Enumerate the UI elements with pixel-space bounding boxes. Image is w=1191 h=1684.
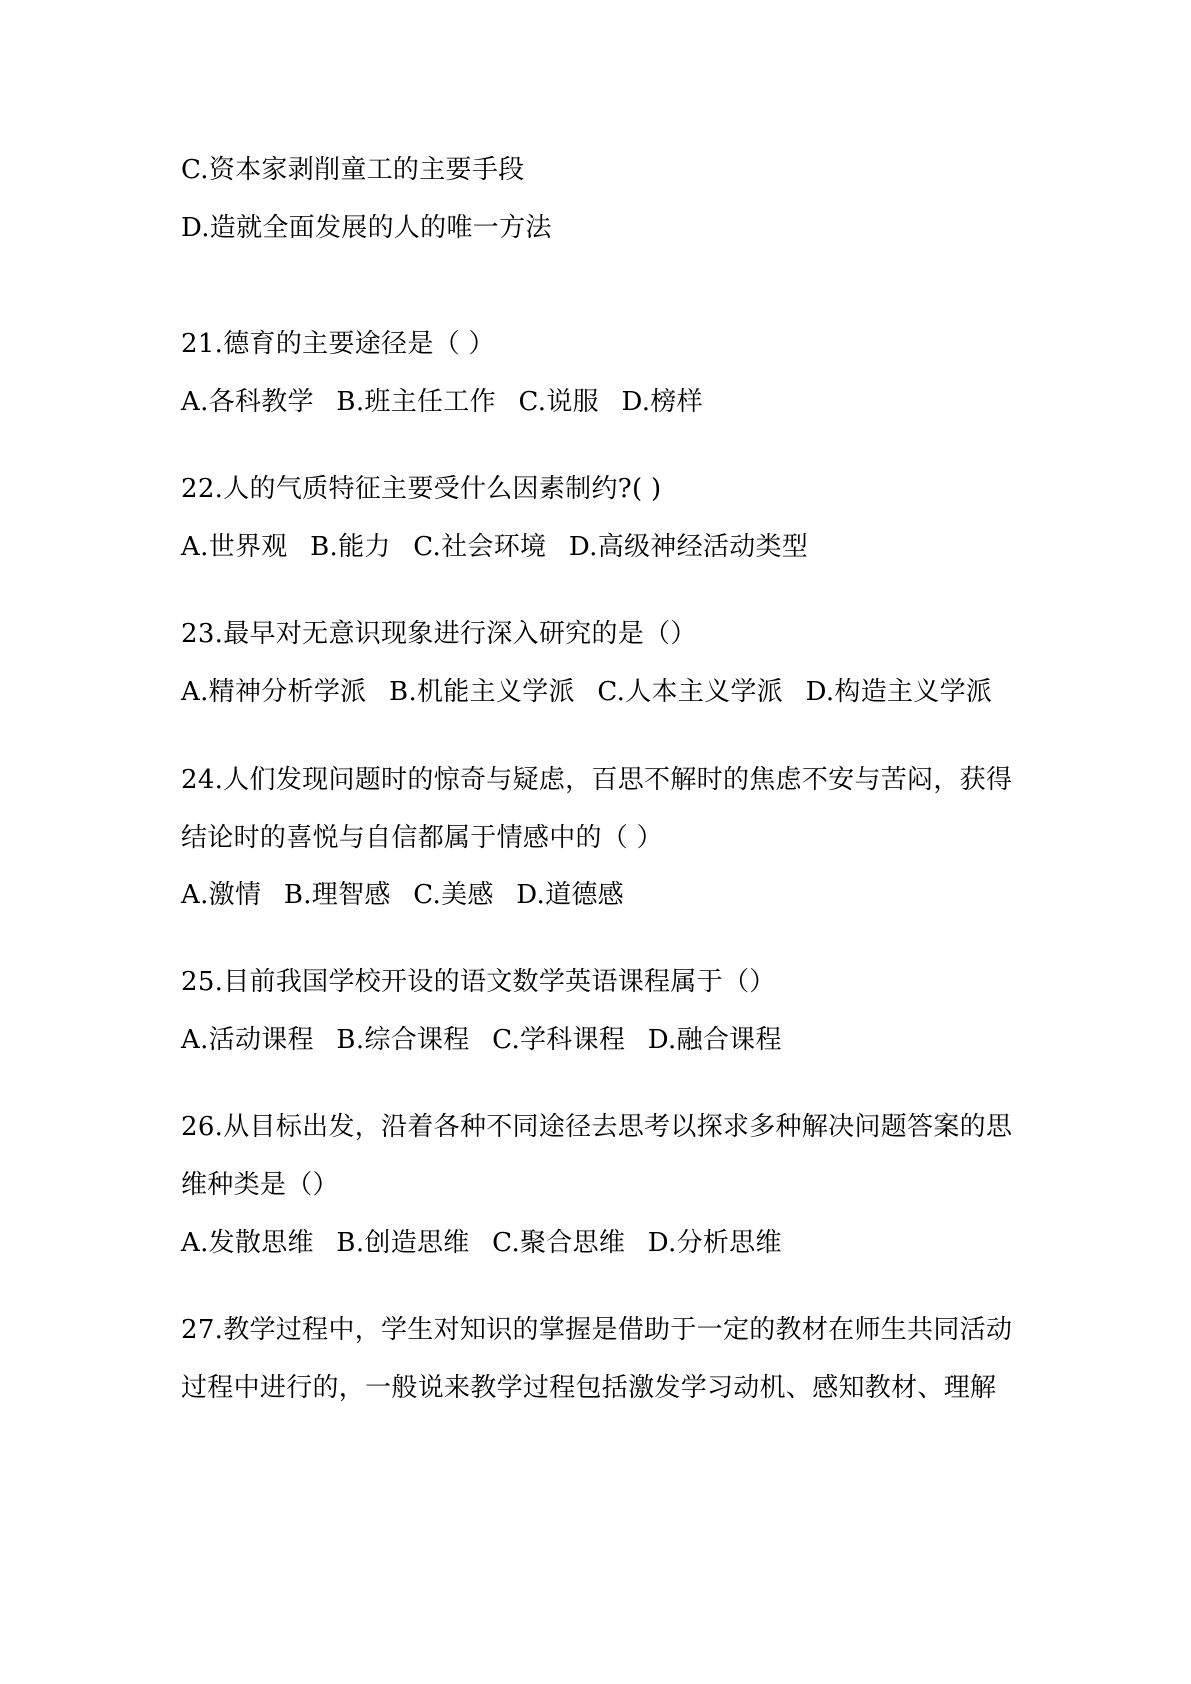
question-stem: 24.人们发现问题时的惊奇与疑虑，百思不解时的焦虑不安与苦闷，获得	[181, 765, 1013, 795]
option-d: D.道德感	[516, 880, 624, 910]
option-a: A.激情	[181, 880, 262, 910]
option-d: D.榜样	[621, 387, 703, 417]
option-row	[181, 1024, 1041, 1056]
option-b: B.理智感	[283, 880, 391, 910]
question-stem-continued: 结论时的喜悦与自信都属于情感中的（ ）	[181, 823, 663, 853]
option-a: A.精神分析学派	[181, 677, 367, 707]
question-stem-continued: 维种类是（）	[181, 1170, 339, 1200]
question-stem: 23.最早对无意识现象进行深入研究的是（）	[181, 619, 697, 649]
option-row	[181, 1227, 1041, 1259]
option-a: A.活动课程	[181, 1025, 314, 1055]
option-c: C.聚合思维	[492, 1228, 626, 1258]
option-b: B.综合课程	[336, 1025, 470, 1055]
question-stem: 26.从目标出发，沿着各种不同途径去思考以探求多种解决问题答案的思	[181, 1112, 1013, 1142]
option-c: C.人本主义学派	[597, 677, 784, 707]
option-b: B.能力	[310, 532, 391, 562]
option-a: A.各科教学	[181, 387, 314, 417]
option-row	[181, 531, 1041, 563]
option-b: B.创造思维	[336, 1228, 470, 1258]
option-line: C.资本家剥削童工的主要手段	[181, 155, 525, 185]
option-d: D.构造主义学派	[805, 677, 993, 707]
option-d: D.融合课程	[647, 1025, 782, 1055]
option-row	[181, 676, 1041, 708]
question-stem-continued: 过程中进行的，一般说来教学过程包括激发学习动机、感知教材、理解	[181, 1373, 997, 1403]
option-c: C.说服	[518, 387, 599, 417]
option-c: C.社会环境	[413, 532, 547, 562]
option-row	[181, 879, 1041, 911]
option-d: D.分析思维	[647, 1228, 782, 1258]
option-c: C.学科课程	[492, 1025, 626, 1055]
option-row	[181, 386, 1041, 418]
option-a: A.世界观	[181, 532, 288, 562]
option-a: A.发散思维	[181, 1228, 314, 1258]
option-b: B.机能主义学派	[389, 677, 575, 707]
question-stem: 21.德育的主要途径是（ ）	[181, 329, 495, 359]
option-c: C.美感	[413, 880, 494, 910]
option-line: D.造就全面发展的人的唯一方法	[181, 213, 552, 243]
option-b: B.班主任工作	[336, 387, 496, 417]
option-d: D.高级神经活动类型	[568, 532, 809, 562]
question-stem: 22.人的气质特征主要受什么因素制约?( )	[181, 474, 662, 504]
question-stem: 27.教学过程中，学生对知识的掌握是借助于一定的教材在师生共同活动	[181, 1315, 1013, 1345]
question-stem: 25.目前我国学校开设的语文数学英语课程属于（）	[181, 967, 776, 997]
